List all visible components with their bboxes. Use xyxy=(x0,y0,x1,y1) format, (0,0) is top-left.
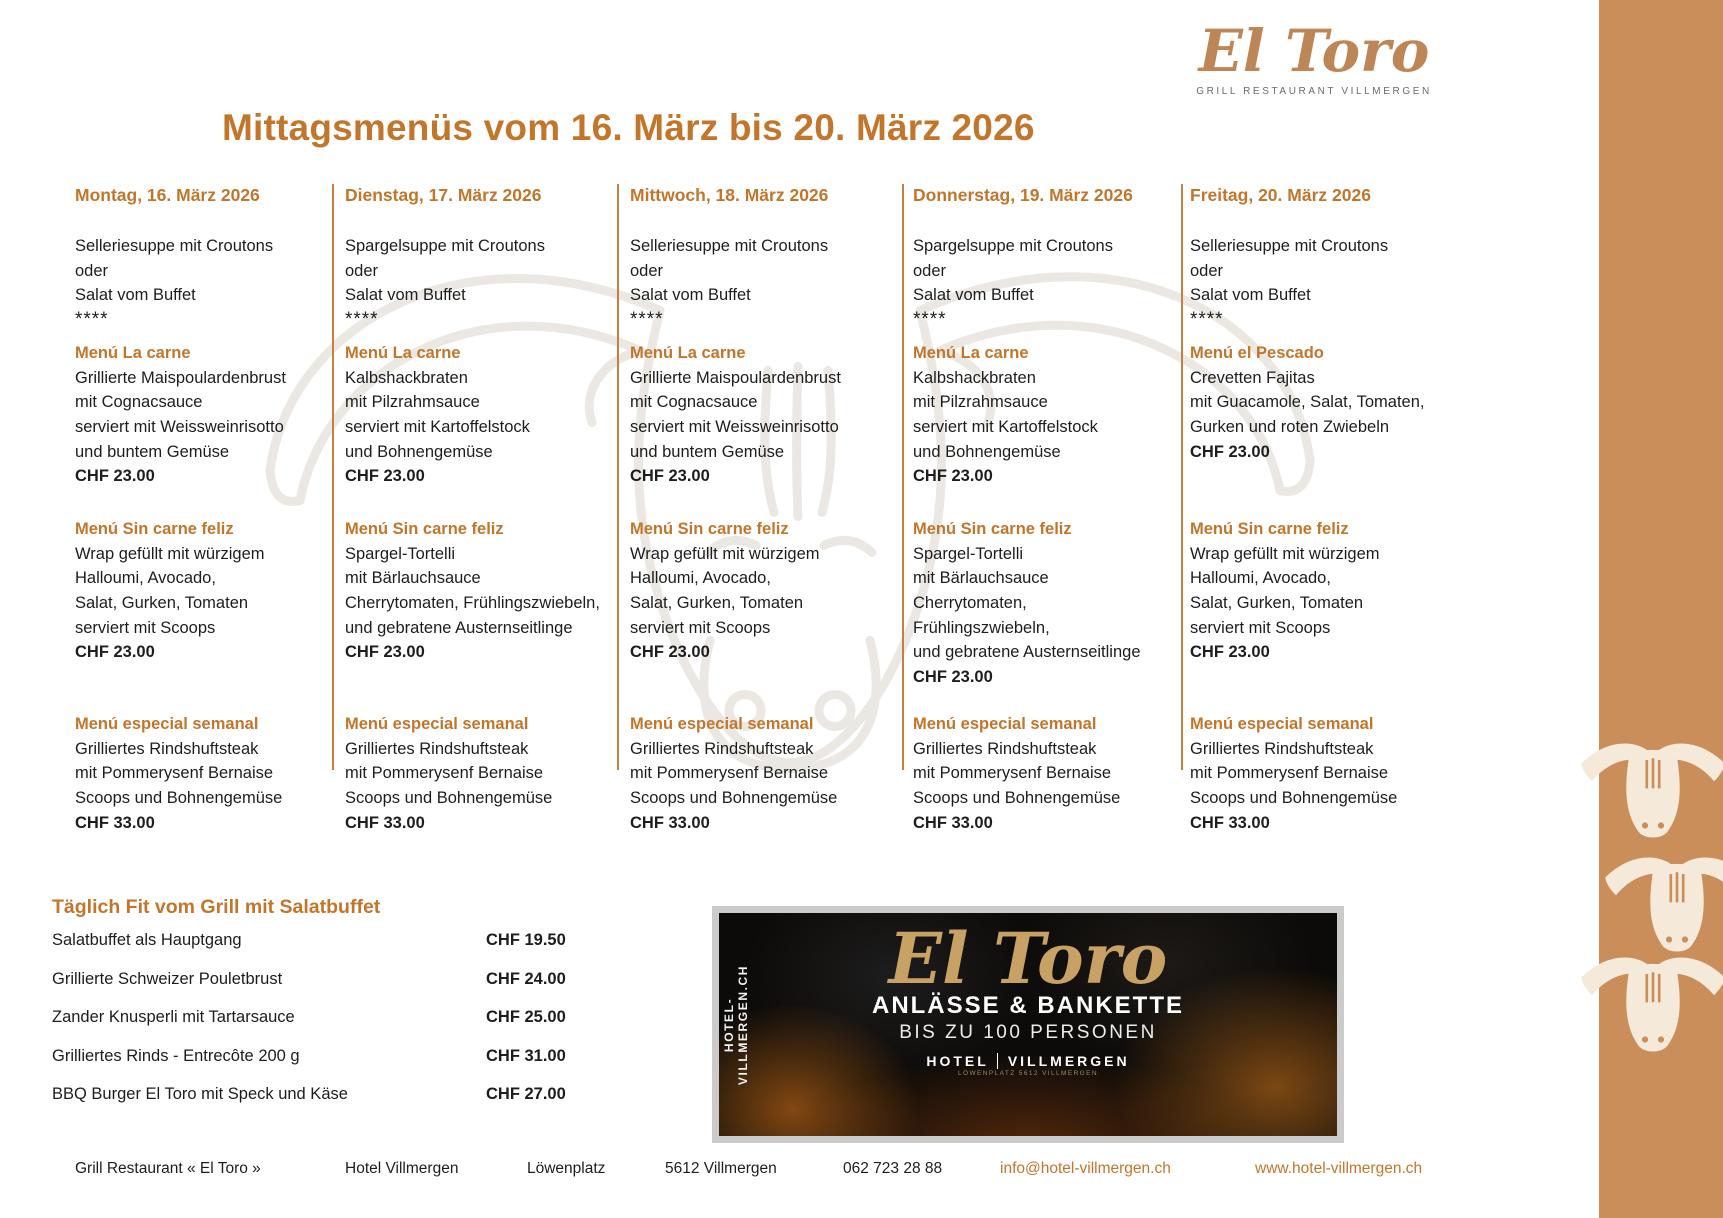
menu-line: serviert mit Kartoffelstock xyxy=(913,417,1098,436)
starter-line: Selleriesuppe mit Croutons xyxy=(1190,237,1389,255)
item-price: CHF 24.00 xyxy=(486,969,566,988)
menu-line: Halloumi, Avocado, xyxy=(630,569,771,588)
footer-phone: 062 723 28 88 xyxy=(843,1160,943,1177)
menu-price: CHF 33.00 xyxy=(345,813,425,832)
menu-section xyxy=(75,517,333,712)
column-divider xyxy=(1181,184,1183,770)
menu-section xyxy=(75,712,333,836)
banner-address: LÖWENPLATZ 5612 VILLMERGEN xyxy=(958,1070,1098,1077)
footer-hotel-name: Hotel Villmergen xyxy=(345,1160,459,1177)
menu-line: mit Cognacsauce xyxy=(75,393,203,412)
menu-section-heading: Menú especial semanal xyxy=(1190,714,1374,733)
menu-line: Grilliertes Rindshuftsteak xyxy=(630,739,814,758)
day-header: Freitag, 20. März 2026 xyxy=(1190,185,1371,205)
logo-tagline: GRILL RESTAURANT VILLMERGEN xyxy=(1196,85,1432,97)
menu-section-heading: Menú La carne xyxy=(75,343,191,362)
bull-head-icon xyxy=(1577,951,1723,1059)
day-header: Mittwoch, 18. März 2026 xyxy=(630,185,829,205)
list-item xyxy=(52,1085,592,1124)
menu-line: und gebratene Austernseitlinge xyxy=(345,618,573,637)
menu-line: serviert mit Weissweinrisotto xyxy=(75,417,284,436)
day-column-freitag xyxy=(1190,184,1448,835)
list-item xyxy=(52,970,592,1009)
menu-price: CHF 23.00 xyxy=(1190,442,1270,461)
column-divider xyxy=(902,184,904,770)
daily-grill-heading: Täglich Fit vom Grill mit Salatbuffet xyxy=(52,896,381,918)
menu-line: Scoops und Bohnengemüse xyxy=(1190,788,1398,807)
day-column-donnerstag xyxy=(913,184,1171,835)
menu-section-heading: Menú especial semanal xyxy=(345,714,529,733)
menu-line: Scoops und Bohnengemüse xyxy=(913,788,1121,807)
menu-line: mit Bärlauchsauce xyxy=(913,569,1049,588)
item-label: Grillierte Schweizer Pouletbrust xyxy=(52,969,283,988)
menu-section-heading: Menú Sin carne feliz xyxy=(75,519,234,538)
menu-line: serviert mit Weissweinrisotto xyxy=(630,417,839,436)
item-label: Zander Knusperli mit Tartarsauce xyxy=(52,1008,295,1027)
menu-line: Cherrytomaten, xyxy=(913,593,1027,612)
menu-line: und buntem Gemüse xyxy=(630,442,785,461)
menu-line: Spargel-Tortelli xyxy=(345,544,456,563)
starter-line: oder xyxy=(75,261,109,280)
starter-line: Salat vom Buffet xyxy=(75,286,196,305)
item-price: CHF 31.00 xyxy=(486,1046,566,1065)
menu-section-heading: Menú especial semanal xyxy=(75,714,259,733)
menu-price: CHF 23.00 xyxy=(913,668,993,687)
menu-line: Kalbshackbraten xyxy=(913,368,1036,387)
menu-line: mit Pommerysenf Bernaise xyxy=(913,764,1112,783)
footer-email-link[interactable]: info@hotel-villmergen.ch xyxy=(1000,1160,1171,1177)
item-price: CHF 27.00 xyxy=(486,1085,566,1104)
footer-restaurant-name: Grill Restaurant « El Toro » xyxy=(75,1160,261,1177)
menu-section-heading: Menú La carne xyxy=(913,343,1029,362)
menu-price: CHF 33.00 xyxy=(630,813,710,832)
footer-website-link[interactable]: www.hotel-villmergen.ch xyxy=(1255,1160,1423,1177)
menu-price: CHF 33.00 xyxy=(913,813,993,832)
starter-block xyxy=(1190,234,1448,333)
starter-line: Spargelsuppe mit Croutons xyxy=(345,237,545,255)
bull-head-icon xyxy=(1601,851,1723,959)
menu-line: und gebratene Austernseitlinge xyxy=(913,643,1141,662)
menu-section xyxy=(1190,517,1448,712)
logo-wordmark: El Toro xyxy=(1198,17,1430,85)
menu-line: Salat, Gurken, Tomaten xyxy=(1190,593,1364,612)
menu-line: mit Pommerysenf Bernaise xyxy=(75,764,274,783)
menu-section-heading: Menú La carne xyxy=(630,343,746,362)
menu-section xyxy=(630,341,888,517)
starter-line: Selleriesuppe mit Croutons xyxy=(75,237,274,255)
starter-line: oder xyxy=(1190,261,1224,280)
starter-block xyxy=(630,234,888,333)
menu-line: Kalbshackbraten xyxy=(345,368,468,387)
menu-price: CHF 23.00 xyxy=(1190,643,1270,662)
menu-section xyxy=(913,712,1171,836)
menu-section xyxy=(913,517,1171,712)
menu-line: mit Pommerysenf Bernaise xyxy=(630,764,829,783)
menu-line: Grilliertes Rindshuftsteak xyxy=(345,739,529,758)
list-item xyxy=(52,931,592,970)
menu-section xyxy=(75,341,333,517)
menu-section-heading: Menú Sin carne feliz xyxy=(630,519,789,538)
day-header: Dienstag, 17. März 2026 xyxy=(345,185,542,205)
starter-line: Salat vom Buffet xyxy=(913,286,1034,305)
menu-line: mit Pilzrahmsauce xyxy=(345,393,480,412)
menu-line: Spargel-Tortelli xyxy=(913,544,1024,563)
menu-section-heading: Menú Sin carne feliz xyxy=(345,519,504,538)
menu-line: und Bohnengemüse xyxy=(913,442,1061,461)
menu-section xyxy=(345,712,603,836)
item-label: BBQ Burger El Toro mit Speck und Käse xyxy=(52,1085,348,1104)
starter-line: oder xyxy=(345,261,379,280)
banner-vertical-url: HOTEL-VILLMERGEN.CH xyxy=(722,964,750,1085)
footer-city: 5612 Villmergen xyxy=(665,1160,777,1177)
banner-logo-wordmark: El Toro xyxy=(888,917,1168,1000)
menu-line: Wrap gefüllt mit würzigem xyxy=(630,544,820,563)
bull-head-icon xyxy=(1577,737,1723,845)
menu-section xyxy=(1190,712,1448,836)
menu-line: mit Pommerysenf Bernaise xyxy=(1190,764,1389,783)
menu-line: Scoops und Bohnengemüse xyxy=(630,788,838,807)
list-item xyxy=(52,1008,592,1047)
starter-separator: **** xyxy=(630,309,664,331)
starter-line: Spargelsuppe mit Croutons xyxy=(913,237,1113,255)
starter-line: Salat vom Buffet xyxy=(630,286,751,305)
menu-line: und Bohnengemüse xyxy=(345,442,493,461)
menu-line: mit Pilzrahmsauce xyxy=(913,393,1048,412)
menu-line: mit Pommerysenf Bernaise xyxy=(345,764,544,783)
menu-line: Crevetten Fajitas xyxy=(1190,368,1315,387)
page-title: Mittagsmenüs vom 16. März bis 20. März 2026 xyxy=(222,106,1035,148)
menu-section-heading: Menú La carne xyxy=(345,343,461,362)
item-label: Salatbuffet als Hauptgang xyxy=(52,931,242,949)
item-price: CHF 19.50 xyxy=(486,931,566,949)
menu-section xyxy=(345,517,603,712)
menu-price: CHF 23.00 xyxy=(345,643,425,662)
day-column-montag xyxy=(75,184,333,835)
starter-line: Salat vom Buffet xyxy=(345,286,466,305)
menu-line: Wrap gefüllt mit würzigem xyxy=(75,544,265,563)
starter-separator: **** xyxy=(75,309,109,331)
menu-section xyxy=(913,341,1171,517)
menu-section xyxy=(345,341,603,517)
menu-section-heading: Menú Sin carne feliz xyxy=(1190,519,1349,538)
menu-price: CHF 33.00 xyxy=(1190,813,1270,832)
banner-hotel-left: HOTEL xyxy=(926,1053,989,1069)
menu-section-heading: Menú Sin carne feliz xyxy=(913,519,1072,538)
menu-line: serviert mit Scoops xyxy=(1190,618,1331,637)
menu-line: Salat, Gurken, Tomaten xyxy=(75,593,249,612)
menu-price: CHF 23.00 xyxy=(75,467,155,486)
menu-price: CHF 23.00 xyxy=(75,643,155,662)
menu-line: Halloumi, Avocado, xyxy=(1190,569,1331,588)
item-price: CHF 25.00 xyxy=(486,1008,566,1027)
menu-line: Grillierte Maispoulardenbrust xyxy=(75,368,286,387)
menu-section-heading: Menú especial semanal xyxy=(630,714,814,733)
item-label: Grilliertes Rinds - Entrecôte 200 g xyxy=(52,1046,300,1065)
starter-block xyxy=(75,234,333,333)
menu-line: und buntem Gemüse xyxy=(75,442,230,461)
starter-line: Selleriesuppe mit Croutons xyxy=(630,237,829,255)
menu-line: mit Bärlauchsauce xyxy=(345,569,481,588)
starter-line: Salat vom Buffet xyxy=(1190,286,1311,305)
menu-line: serviert mit Kartoffelstock xyxy=(345,417,530,436)
menu-line: Grillierte Maispoulardenbrust xyxy=(630,368,841,387)
banner-subheadline: BIS ZU 100 PERSONEN xyxy=(899,1022,1157,1043)
menu-line: Grilliertes Rindshuftsteak xyxy=(913,739,1097,758)
day-column-dienstag xyxy=(345,184,603,835)
menu-line: Frühlingszwiebeln, xyxy=(913,618,1050,637)
menu-line: Salat, Gurken, Tomaten xyxy=(630,593,804,612)
menu-line: Scoops und Bohnengemüse xyxy=(345,788,553,807)
menu-price: CHF 23.00 xyxy=(630,643,710,662)
starter-separator: **** xyxy=(913,309,947,331)
starter-block xyxy=(345,234,603,333)
menu-line: Wrap gefüllt mit würzigem xyxy=(1190,544,1380,563)
menu-line: Halloumi, Avocado, xyxy=(75,569,216,588)
menu-section-heading: Menú el Pescado xyxy=(1190,343,1324,362)
column-divider xyxy=(617,184,619,770)
menu-line: serviert mit Scoops xyxy=(75,618,216,637)
banner-hotel-logo xyxy=(719,1053,1337,1069)
list-item xyxy=(52,1047,592,1086)
daily-grill-section xyxy=(52,896,592,1124)
restaurant-logo xyxy=(1192,17,1436,97)
banner-headline: ANLÄSSE & BANKETTE xyxy=(871,992,1184,1019)
day-header: Montag, 16. März 2026 xyxy=(75,185,260,205)
menu-price: CHF 23.00 xyxy=(345,467,425,486)
starter-separator: **** xyxy=(1190,309,1224,331)
menu-section xyxy=(1190,341,1448,517)
promo-banner xyxy=(712,906,1344,1143)
banner-hotel-right: VILLMERGEN xyxy=(997,1053,1130,1069)
menu-price: CHF 33.00 xyxy=(75,813,155,832)
footer-street: Löwenplatz xyxy=(527,1160,606,1177)
menu-line: Gurken und roten Zwiebeln xyxy=(1190,417,1390,436)
starter-separator: **** xyxy=(345,309,379,331)
menu-line: Cherrytomaten, Frühlingszwiebeln, xyxy=(345,593,600,612)
starter-block xyxy=(913,234,1171,333)
menu-section-heading: Menú especial semanal xyxy=(913,714,1097,733)
menu-line: Scoops und Bohnengemüse xyxy=(75,788,283,807)
menu-price: CHF 23.00 xyxy=(913,467,993,486)
day-header: Donnerstag, 19. März 2026 xyxy=(913,185,1133,205)
promo-banner-image xyxy=(719,913,1337,1136)
menu-section xyxy=(630,517,888,712)
menu-price: CHF 23.00 xyxy=(630,467,710,486)
day-column-mittwoch xyxy=(630,184,888,835)
menu-line: mit Guacamole, Salat, Tomaten, xyxy=(1190,393,1425,412)
menu-line: Grilliertes Rindshuftsteak xyxy=(75,739,259,758)
starter-line: oder xyxy=(630,261,664,280)
menu-line: serviert mit Scoops xyxy=(630,618,771,637)
starter-line: oder xyxy=(913,261,947,280)
menu-line: Grilliertes Rindshuftsteak xyxy=(1190,739,1374,758)
menu-section xyxy=(630,712,888,836)
menu-line: mit Cognacsauce xyxy=(630,393,758,412)
